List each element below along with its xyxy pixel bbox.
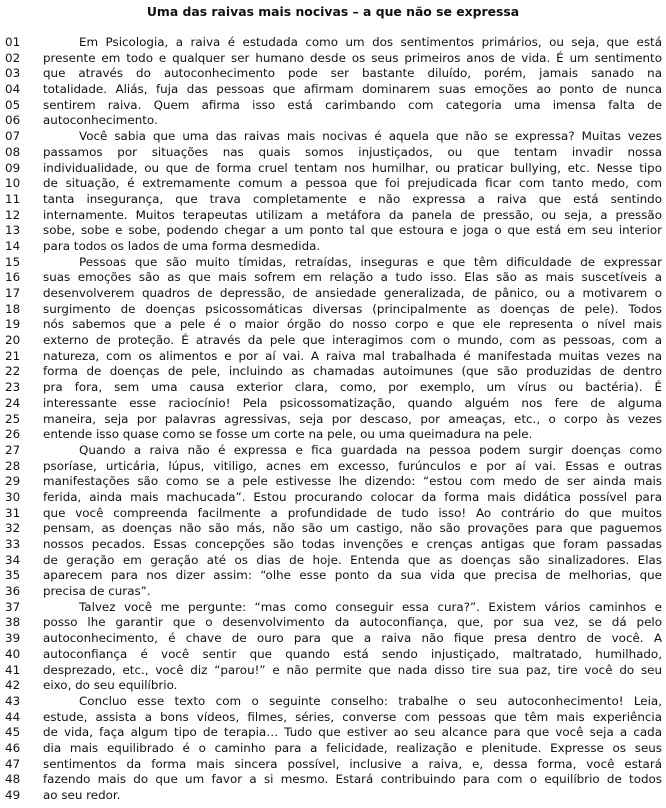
text-line: [4, 506, 662, 522]
line-number: 09: [5, 160, 21, 175]
line-number: 42: [5, 678, 21, 693]
line-text: totalidade. Aliás, fuja das pessoas que afirmam dominarem suas emoções ao ponto de nunca: [43, 82, 662, 97]
line-text: aparecem para nos dizer assim: “olhe esse ponto da sua vida que precisa de melhorias, que: [43, 568, 662, 583]
line-text: nós sabemos que a pele é o maior órgão do nosso corpo e que ele representa o nível mais: [43, 317, 662, 332]
line-text: internamente. Muitos terapeutas utilizam a metáfora da panela de pressão, ou seja, a pressão: [43, 207, 662, 222]
line-text: Você sabia que uma das raivas mais nocivas é aquela que não se expressa? Muitas vezes: [79, 129, 662, 144]
text-line: [4, 255, 662, 271]
line-text: autoconhecimento.: [43, 113, 158, 128]
line-number: 01: [5, 35, 21, 49]
line-number: 29: [5, 474, 21, 489]
line-text: passamos por situações nas quais somos injustiçados, ou que tentam invadir nossa: [43, 144, 662, 159]
text-line: [4, 380, 662, 396]
text-line: [4, 412, 662, 428]
line-text: que você compreenda facilmente a profundidade de tudo isso! Ao contrário do que muitos: [43, 505, 662, 520]
line-text: para todos os lados de uma forma desmedida.: [43, 238, 321, 253]
line-number: 10: [5, 176, 21, 191]
text-line: [4, 302, 662, 318]
text-line: [4, 647, 662, 663]
text-line: [4, 364, 662, 380]
line-text: ferida, ainda mais machucada”. Estou procurando colocar da forma mais didática possível para: [43, 489, 662, 504]
text-line: [4, 694, 662, 710]
line-number: 40: [5, 646, 21, 661]
line-number: 36: [5, 584, 21, 599]
line-text: de situação, é extremamente comum a pessoa que foi prejudicada ficar com tanto medo, com: [43, 176, 662, 191]
text-line: [4, 788, 662, 804]
line-number: 17: [5, 286, 21, 300]
line-text: sentimentos da forma mais sincera possível, inclusive a raiva, e, dessa forma, você estará: [43, 756, 662, 771]
text-line: [4, 741, 662, 757]
line-number: 34: [5, 552, 21, 567]
text-line: [4, 239, 662, 255]
line-number: 16: [5, 270, 21, 285]
line-number: 48: [5, 772, 21, 787]
line-text: autoconfiança é você sentir que quando está sendo injustiçado, maltratado, humilhado,: [43, 646, 662, 661]
line-number: 06: [5, 113, 21, 128]
text-line: [4, 333, 662, 349]
line-number: 07: [5, 129, 21, 144]
line-number: 43: [5, 693, 21, 708]
line-number: 02: [5, 50, 21, 65]
line-number: 05: [5, 97, 21, 112]
line-number: 03: [5, 66, 21, 81]
line-text: posso lhe garantir que o desenvolvimento da autoconfiança, que, por sua vez, se dá pelo: [43, 615, 662, 630]
line-number: 08: [5, 144, 21, 159]
line-text: manifestações são como se a pele estivesse lhe dizendo: “estou com medo de ser ainda mais: [43, 474, 662, 489]
line-number: 12: [5, 207, 21, 222]
line-text: fazendo mais do que um favor a si mesmo. Estará contribuindo para com o equilíbrio de todos: [43, 772, 662, 787]
text-line: [4, 223, 662, 239]
line-text: estude, assista a bons vídeos, filmes, séries, converse com pessoas que têm mais experiência: [43, 709, 662, 724]
text-line: [4, 537, 662, 553]
line-text: interessante esse raciocínio! Pela psicossomatização, quando alguém nos fere de alguma: [43, 395, 662, 410]
line-text: desprezado, etc., você diz “parou!” e não permite que nada disso tire sua paz, tire você do seu: [43, 662, 662, 677]
text-line: [4, 270, 662, 286]
line-number: 23: [5, 380, 21, 395]
text-line: [4, 584, 662, 600]
text-line: [4, 553, 662, 569]
text-line: [4, 129, 662, 145]
line-text: Quando a raiva não é expressa e fica guardada na pessoa podem surgir doenças como: [79, 442, 662, 457]
line-number: 11: [5, 191, 21, 206]
text-line: [4, 98, 662, 114]
line-number: 26: [5, 427, 21, 442]
line-number: 46: [5, 740, 21, 755]
line-text: ao seu redor.: [43, 788, 121, 802]
line-text: suas emoções são as que mais sofrem em relação a tudo isso. Elas são as mais suscetíveis a: [43, 270, 662, 285]
text-line: [4, 82, 662, 98]
text-line: [4, 113, 662, 129]
line-text: Concluo esse texto com o seguinte conselho: trabalhe o seu autoconhecimento! Leia,: [79, 693, 662, 708]
line-number: 25: [5, 411, 21, 426]
line-text: surgimento de doenças psicossomáticas diversas (principalmente as doenças de pele). Todos: [43, 301, 662, 316]
text-line: [4, 176, 662, 192]
text-line: [4, 474, 662, 490]
text-line: [4, 349, 662, 365]
text-line: [4, 161, 662, 177]
line-number: 35: [5, 568, 21, 583]
text-line: [4, 51, 662, 67]
line-number: 14: [5, 238, 21, 253]
line-number: 44: [5, 709, 21, 724]
line-text: psoríase, urticária, lúpus, vitiligo, acnes em excesso, furúnculos e por aí vai. Essas e outras: [43, 458, 662, 473]
line-number: 13: [5, 223, 21, 238]
text-line: [4, 427, 662, 443]
document-title: Uma das raivas mais nocivas – a que não se expressa: [146, 4, 520, 19]
line-text: que através do autoconhecimento pode ser bastante diluído, porém, jamais sanado na: [43, 66, 662, 81]
text-line: [4, 459, 662, 475]
line-number: 37: [5, 599, 21, 614]
line-text: dia mais equilibrado é o caminho para a felicidade, realização e plenitude. Expresse os seus: [43, 740, 662, 755]
text-line: [4, 35, 662, 51]
line-text: nossos pecados. Essas concepções são todas invenções e crenças antigas que foram passadas: [43, 537, 662, 551]
line-number: 32: [5, 521, 21, 536]
line-number: 49: [5, 788, 21, 802]
line-number: 22: [5, 364, 21, 379]
line-number: 19: [5, 317, 21, 332]
text-line: [4, 317, 662, 333]
text-line: [4, 286, 662, 302]
line-number: 15: [5, 254, 21, 269]
text-line: [4, 663, 662, 679]
line-text: precisa de curas”.: [43, 584, 151, 599]
text-body: [4, 35, 662, 804]
line-number: 45: [5, 725, 21, 740]
text-line: [4, 66, 662, 82]
line-number: 20: [5, 333, 21, 348]
text-line: [4, 443, 662, 459]
line-number: 24: [5, 395, 21, 410]
text-line: [4, 192, 662, 208]
line-number: 28: [5, 458, 21, 473]
line-text: externo de proteção. É através da pele que interagimos com o mundo, com as pessoas, com a: [43, 333, 662, 348]
line-number: 30: [5, 489, 21, 504]
line-text: entende isso quase como se fosse um corte na pele, ou uma queimadura na pele.: [43, 427, 533, 442]
line-text: Pessoas que são muito tímidas, retraídas, inseguras e que têm dificuldade de expressar: [79, 254, 662, 269]
text-line: [4, 725, 662, 741]
line-text: de geração em geração até os dias de hoje. Entenda que as doenças são sinalizadores. Elas: [43, 552, 662, 567]
text-line: [4, 772, 662, 788]
line-text: individualidade, ou que de forma cruel tentam nos humilhar, ou praticar bullying, etc. Nesse tipo: [43, 160, 662, 175]
text-line: [4, 710, 662, 726]
line-text: sobe, sobe e sobe, podendo chegar a um ponto tal que estoura e joga o que está em seu interior: [43, 223, 662, 238]
line-text: desenvolverem quadros de depressão, de ansiedade generalizada, de pânico, ou a motivarem o: [43, 286, 662, 300]
line-number: 39: [5, 631, 21, 646]
line-number: 41: [5, 662, 21, 677]
line-text: natureza, com os alimentos e por aí vai. A raiva mal trabalhada é manifestada muitas vezes na: [43, 348, 662, 363]
line-number: 47: [5, 756, 21, 771]
line-text: de vida, faça algum tipo de terapia… Tudo que estiver ao seu alcance para que você seja a cada: [43, 725, 662, 740]
line-text: sentirem raiva. Quem afirma isso está carimbando com categoria uma imensa falta de: [43, 97, 662, 112]
line-number: 04: [5, 82, 21, 97]
line-number: 18: [5, 301, 21, 316]
text-line: [4, 490, 662, 506]
line-text: presente em todo e qualquer ser humano desde os seus primeiros anos de vida. É um sentimento: [43, 50, 662, 65]
line-text: forma de doenças de pele, incluindo as chamadas autoimunes (que são produzidas de dentro: [43, 364, 662, 379]
line-number: 21: [5, 348, 21, 363]
text-line: [4, 396, 662, 412]
text-line: [4, 568, 662, 584]
text-line: [4, 615, 662, 631]
line-number: 33: [5, 537, 21, 551]
line-number: 38: [5, 615, 21, 630]
text-line: [4, 757, 662, 773]
line-number: 27: [5, 442, 21, 457]
text-line: [4, 521, 662, 537]
line-text: tanta insegurança, que trava completamente e não expressa a raiva que está sentindo: [43, 191, 662, 206]
text-line: [4, 600, 662, 616]
line-text: maneira, seja por palavras agressivas, seja por descaso, por ameaças, etc., o corpo às vezes: [43, 411, 662, 426]
line-text: pra fora, sem uma causa exterior clara, como, por exemplo, um vírus ou bactéria). É: [43, 380, 662, 395]
line-number: 31: [5, 505, 21, 520]
line-text: Em Psicologia, a raiva é estudada como um dos sentimentos primários, ou seja, que está: [79, 35, 662, 49]
line-text: eixo, do seu equilíbrio.: [43, 678, 178, 693]
line-text: pensam, as doenças não são más, não são um castigo, não são provações para que paguemos: [43, 521, 662, 536]
text-line: [4, 678, 662, 694]
text-line: [4, 631, 662, 647]
text-line: [4, 208, 662, 224]
line-text: Talvez você me pergunte: “mas como conseguir essa cura?”. Existem vários caminhos e: [79, 599, 662, 614]
line-text: autoconhecimento, é chave de ouro para que a raiva não fique presa dentro de você. A: [43, 631, 662, 646]
text-line: [4, 145, 662, 161]
